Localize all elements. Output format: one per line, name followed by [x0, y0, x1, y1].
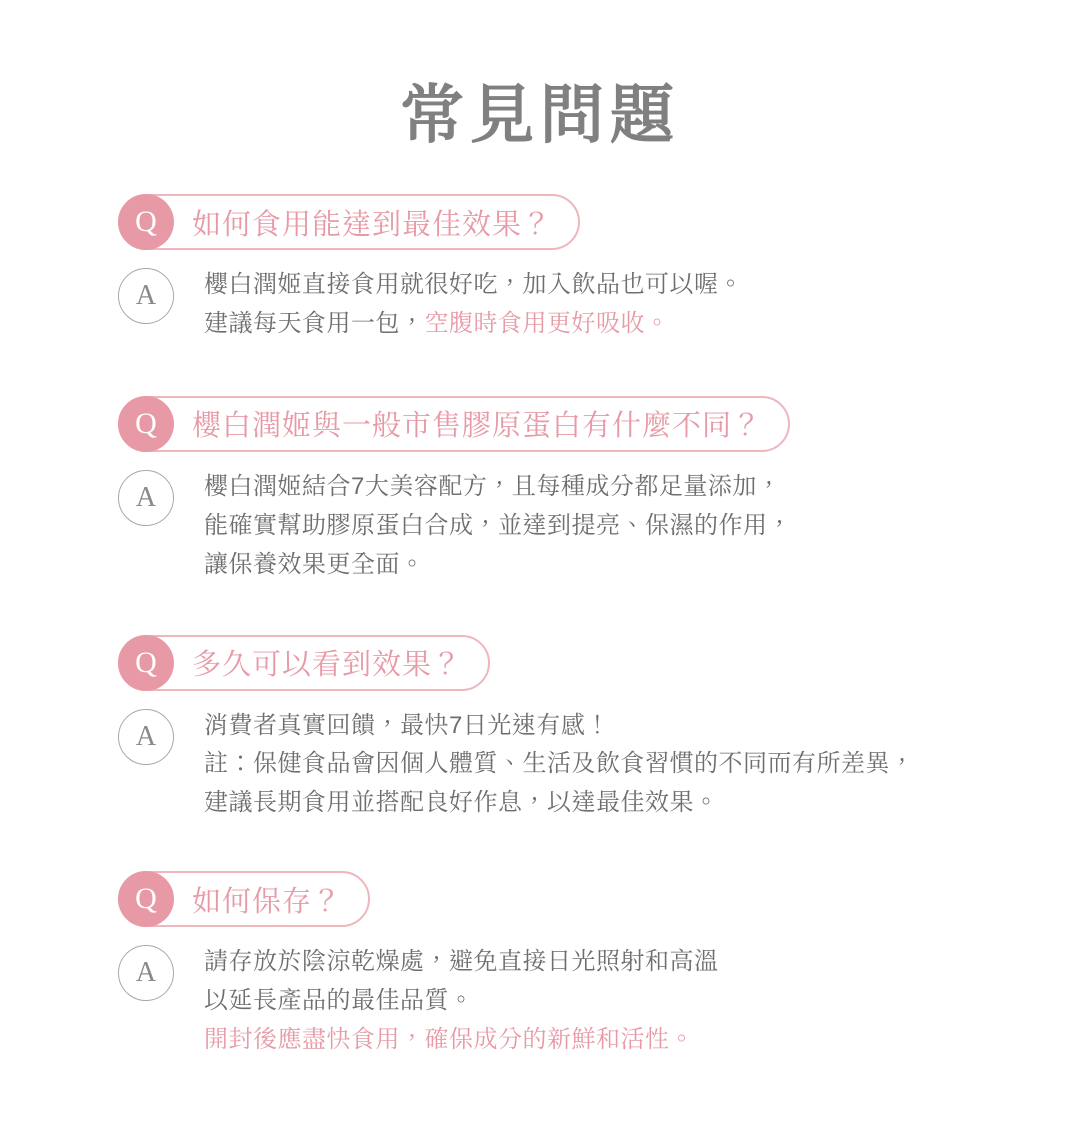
- answer-segment: 建議長期食用並搭配良好作息，以達最佳效果。: [204, 789, 719, 817]
- page-title: 常見問題: [400, 79, 680, 151]
- answer-text: [174, 266, 743, 344]
- question-badge-icon: Q: [118, 635, 174, 691]
- answer-row: [118, 468, 1080, 585]
- faq-page: [0, 43, 1080, 1123]
- faq-list: [0, 194, 1080, 1060]
- question-badge-icon: Q: [118, 396, 174, 452]
- answer-badge-icon: A: [118, 709, 174, 765]
- answer-row: [118, 266, 1080, 344]
- question-text: 如何保存？: [192, 885, 343, 918]
- answer-segment: 櫻白潤姬結合7大美容配方，且每種成分都足量添加，: [204, 472, 782, 500]
- answer-segment: 能確實幫助膠原蛋白合成，並達到提亮、保濕的作用，: [204, 511, 792, 539]
- faq-item: [0, 396, 1080, 585]
- question-text: 櫻白潤姬與一般市售膠原蛋白有什麼不同？: [192, 410, 763, 443]
- answer-line: [204, 784, 915, 823]
- question-row: [118, 871, 1080, 927]
- answer-segment-highlight: 開封後應盡快食用，確保成分的新鮮和活性。: [204, 1025, 694, 1053]
- answer-badge-icon: A: [118, 268, 174, 324]
- answer-text: [174, 943, 719, 1060]
- answer-line: [204, 745, 915, 784]
- faq-item: [0, 194, 1080, 344]
- question-text: 如何食用能達到最佳效果？: [192, 208, 553, 241]
- answer-text: [174, 468, 792, 585]
- question-row: [118, 635, 1080, 691]
- answer-segment: 櫻白潤姬直接食用就很好吃，加入飲品也可以喔。: [204, 271, 743, 299]
- answer-line: [204, 546, 792, 585]
- question-pill[interactable]: [118, 396, 790, 452]
- question-pill[interactable]: [118, 871, 370, 927]
- answer-row: [118, 943, 1080, 1060]
- question-row: [118, 396, 1080, 452]
- question-text: 多久可以看到效果？: [192, 649, 463, 682]
- answer-segment: 註：保健食品會因個人體質、生活及飲食習慣的不同而有所差異，: [204, 750, 915, 778]
- answer-segment: 建議每天食用一包，: [204, 310, 425, 338]
- answer-line: [204, 507, 792, 546]
- question-badge-icon: Q: [118, 194, 174, 250]
- answer-row: [118, 707, 1080, 824]
- answer-segment: 以延長產品的最佳品質。: [204, 987, 474, 1015]
- question-pill[interactable]: [118, 194, 580, 250]
- answer-line: [204, 305, 743, 344]
- answer-line: [204, 982, 719, 1021]
- answer-segment: 請存放於陰涼乾燥處，避免直接日光照射和高溫: [204, 948, 719, 976]
- answer-badge-icon: A: [118, 945, 174, 1001]
- answer-line: [204, 1021, 719, 1060]
- answer-segment-highlight: 空腹時食用更好吸收。: [424, 310, 670, 338]
- answer-segment: 讓保養效果更全面。: [204, 550, 425, 578]
- answer-line: [204, 943, 719, 982]
- question-row: [118, 194, 1080, 250]
- answer-line: [204, 266, 743, 305]
- question-badge-icon: Q: [118, 871, 174, 927]
- answer-line: [204, 468, 792, 507]
- answer-line: [204, 707, 915, 746]
- question-pill[interactable]: [118, 635, 490, 691]
- answer-badge-icon: A: [118, 470, 174, 526]
- answer-segment: 消費者真實回饋，最快7日光速有感！: [204, 711, 610, 739]
- answer-text: [174, 707, 915, 824]
- faq-item: [0, 871, 1080, 1060]
- faq-item: [0, 635, 1080, 824]
